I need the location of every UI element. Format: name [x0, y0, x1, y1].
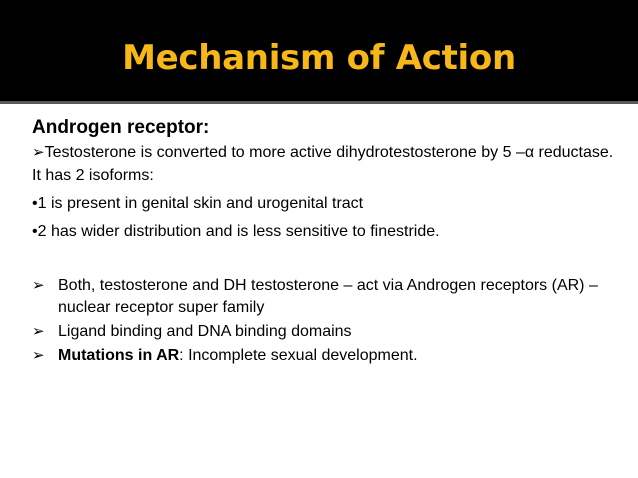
arrow-bullet-icon: ➢ [32, 347, 45, 364]
list-item-text: Ligand binding and DNA binding domains [58, 323, 352, 340]
arrow-bullet-icon: ➢ [32, 144, 45, 161]
isoform-line-2: •2 has wider distribution and is less sensitive to finestride. [32, 223, 440, 240]
list-item-text: : Incomplete sexual development. [179, 347, 418, 364]
list-item-bold-text: Mutations in AR [58, 347, 180, 364]
list-item [32, 345, 622, 367]
intro-paragraph [32, 141, 622, 187]
list-item-text: Both, testosterone and DH testosterone – act via Androgen receptors (AR) – nuclear receptor super family [58, 277, 598, 316]
isoform-line-1: •1 is present in genital skin and urogenital tract [32, 195, 364, 212]
slide-body [32, 115, 622, 369]
list-item [32, 275, 622, 319]
section-heading: Androgen receptor: [32, 117, 210, 138]
slide-title: Mechanism of Action [122, 38, 516, 78]
intro-text: Testosterone is converted to more active dihydrotestosterone by 5 –α reductase. It has 2 isoforms: [32, 144, 614, 184]
title-bar-divider [0, 101, 638, 104]
list-item [32, 321, 622, 343]
spacer [32, 243, 622, 265]
arrow-bullet-list [32, 275, 622, 367]
arrow-bullet-icon: ➢ [32, 277, 45, 294]
arrow-bullet-icon: ➢ [32, 323, 45, 340]
